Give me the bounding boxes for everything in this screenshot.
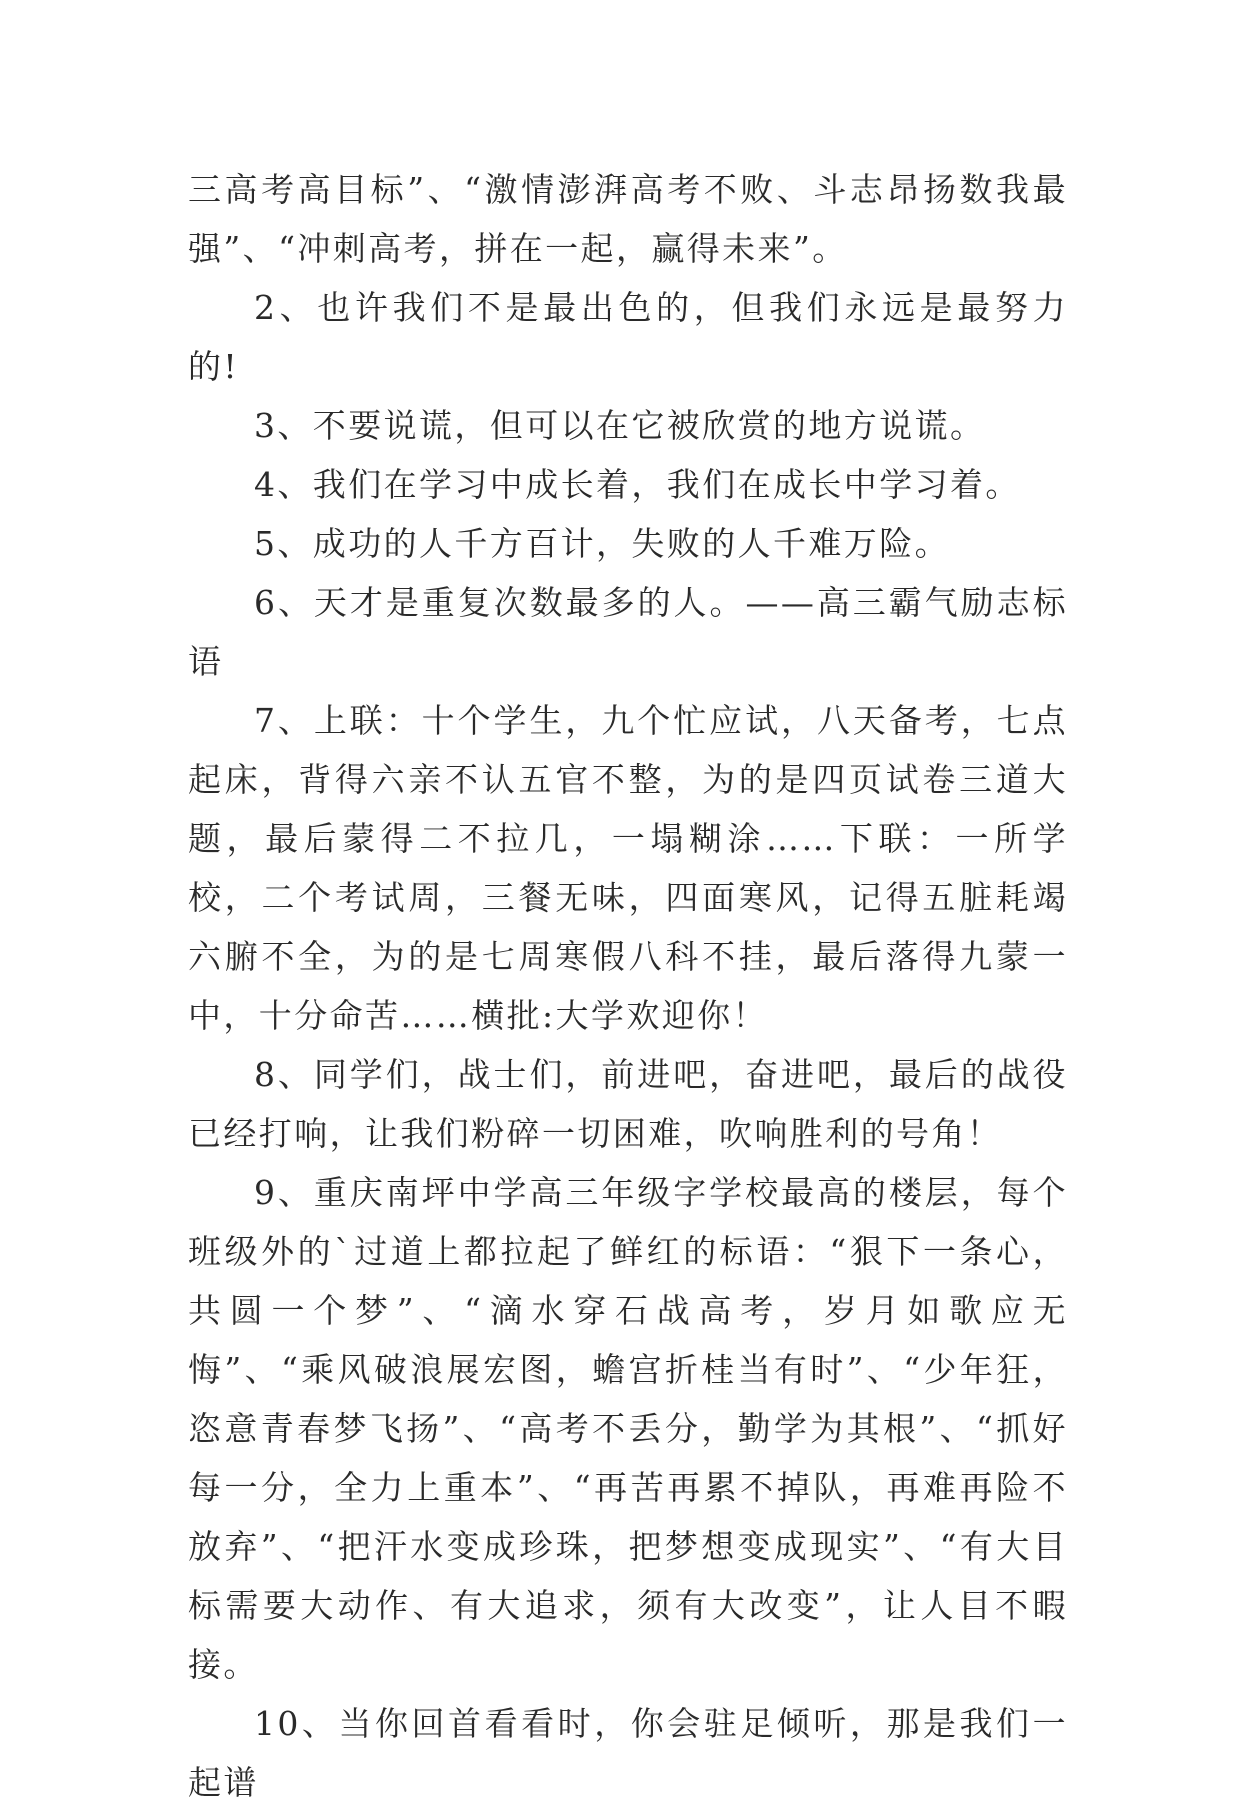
paragraph-item-2: 2、也许我们不是最出色的，但我们永远是最努力的!	[188, 288, 1068, 386]
paragraph-item-8: 8、同学们，战士们，前进吧，奋进吧，最后的战役已经打响，让我们粉碎一切困难，吹响胜利的号角！	[188, 1055, 1068, 1153]
paragraph-item-9: 9、重庆南坪中学高三年级字学校最高的楼层，每个班级外的`过道上都拉起了鲜红的标语：“狠下一条心，共圆一个梦”、“滴水穿石战高考，岁月如歌应无悔”、“乘风破浪展宏图，蟾宫折桂当有时”、“少年狂，恣意青春梦飞扬”、“高考不丢分，勤学为其根”、“抓好每一分，全力上重本”、“再苦再累不掉队，再难再险不放弃”、“把汗水变成珍珠，把梦想变成现实”、“有大目标需要大动作、有大追求，须有大改变”，让人目不暇接。	[188, 1173, 1068, 1684]
paragraph-item-5: 5、成功的人千方百计，失败的人千难万险。	[254, 524, 950, 563]
paragraph-item-7: 7、上联：十个学生，九个忙应试，八天备考，七点起床，背得六亲不认五官不整，为的是四页试卷三道大题，最后蒙得二不拉几，一塌糊涂……下联：一所学校，二个考试周，三餐无味，四面寒风，记得五脏耗竭六腑不全，为的是七周寒假八科不挂，最后落得九蒙一中，十分命苦……横批:大学欢迎你！	[188, 701, 1068, 1035]
paragraph-item-6: 6、天才是重复次数最多的人。——高三霸气励志标语	[188, 583, 1068, 681]
paragraph-1-continuation: 三高考高目标”、“激情澎湃高考不败、斗志昂扬数我最强”、“冲刺高考，拼在一起，赢得未来”。	[188, 170, 1068, 268]
paragraph-item-10: 10、当你回首看看时，你会驻足倾听，那是我们一起谱	[188, 1704, 1068, 1802]
paragraph-item-3: 3、不要说谎，但可以在它被欣赏的地方说谎。	[254, 406, 986, 445]
document-body	[188, 160, 1068, 1812]
paragraph-item-4: 4、我们在学习中成长着，我们在成长中学习着。	[254, 465, 1021, 504]
